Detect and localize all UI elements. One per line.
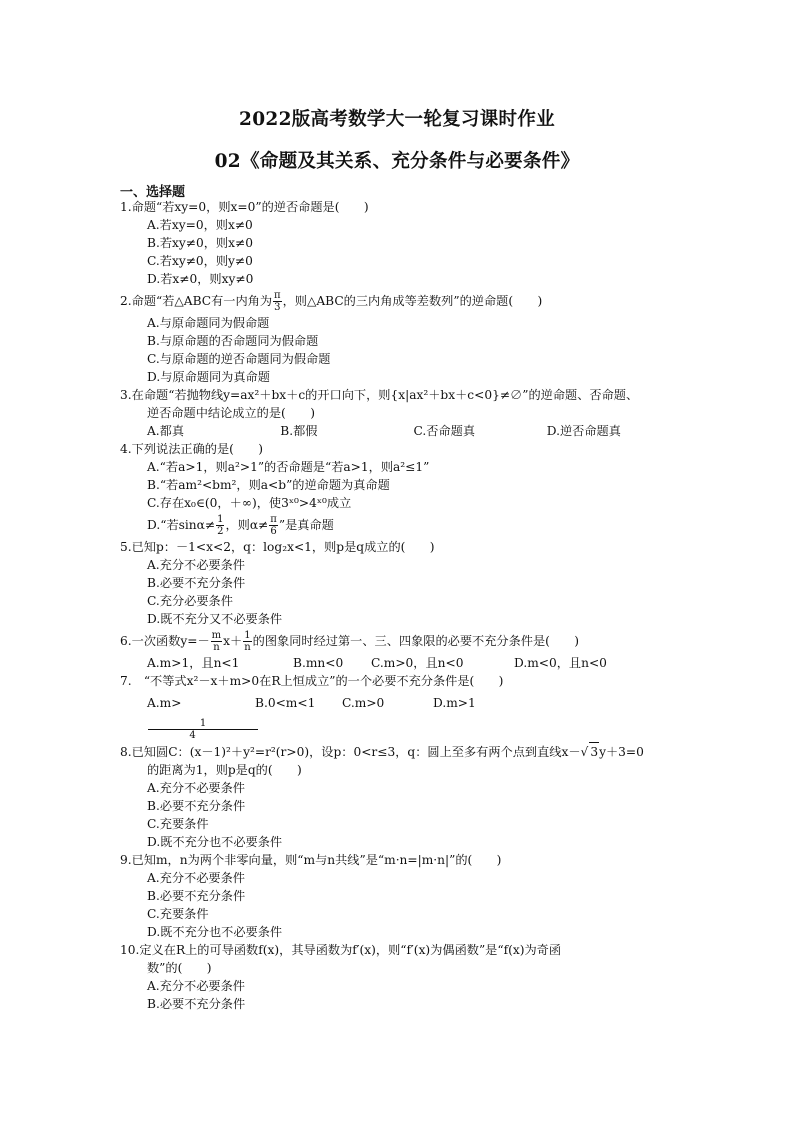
option-text: D.“若sinα≠ [147,518,216,532]
option-a: A.与原命题同为假命题 [147,316,270,330]
option-a: A.充分不必要条件 [147,979,245,993]
question-3 [120,386,680,440]
option-b: B.必要不充分条件 [147,997,246,1011]
option-a: A.都真 [147,424,185,438]
question-list [120,198,680,1013]
numerator: 1 [244,630,251,641]
question-stem: 7. “不等式x²－x＋m>0在R上恒成立”的一个必要不充分条件是( ) [120,674,504,688]
option-d: D.若x≠0，则xy≠0 [147,272,254,286]
stem-text: 的图象同时经过第一、三、四象限的必要不充分条件是( ) [252,634,580,648]
option-text: ，则α≠ [225,518,269,532]
option-b: B.与原命题的否命题同为假命题 [147,334,319,348]
stem-text: y＋3=0 [599,745,644,759]
stem-text: 8.已知圆C：(x－1)²＋y²=r²(r>0)，设p：0<r≤3，q：圆上至多有两个点到直线x－ [120,745,581,759]
denominator: 2 [217,526,224,537]
question-8 [120,742,680,851]
sqrt-symbol: √ [580,745,589,759]
option-d: D.既不充分也不必要条件 [147,835,283,849]
option-a: A.“若a>1，则a²>1”的否命题是“若a>1，则a²≤1” [147,460,430,474]
document-title: 2022版高考数学大一轮复习课时作业 [239,109,555,130]
option-c: C.充要条件 [147,817,209,831]
option-a: A.若xy=0，则x≠0 [147,218,253,232]
option-a: A.充分不必要条件 [147,558,245,572]
option-c: C.充要条件 [147,907,209,921]
option-b: B.必要不充分条件 [147,889,246,903]
option-c: C.m>0 [342,696,385,710]
question-6 [120,628,680,672]
fraction [148,718,235,741]
option-c: C.否命题真 [413,424,476,438]
question-stem: 4.下列说法正确的是( ) [120,442,264,456]
option-d: D.既不充分又不必要条件 [147,612,283,626]
sqrt-radicand: 3 [589,742,599,761]
question-stem [120,742,680,761]
option-d: D.与原命题同为真命题 [147,370,270,384]
section-heading: 一、选择题 [120,185,186,200]
option-a: A.充分不必要条件 [147,781,245,795]
option-a: A.m>1，且n<1 [147,656,240,670]
fraction [243,630,251,653]
question-stem-continued: 数”的( ) [147,961,212,975]
option-d: D.m<0，且n<0 [514,656,607,670]
option-c: C.若xy≠0，则y≠0 [147,254,253,268]
option-text: A.m> [147,696,182,710]
option-d [120,512,680,538]
numerator: 1 [148,718,258,730]
stem-text: ，则△ABC的三内角成等差数列”的逆命题( ) [282,294,543,308]
option-b: B.“若am²<bm²，则a<b”的逆命题为真命题 [147,478,390,492]
question-stem-continued: 的距离为1，则p是q的( ) [147,763,302,777]
denominator: 6 [270,526,277,537]
question-stem: 3.在命题“若抛物线y=ax²＋bx＋c的开口向下，则{x|ax²＋bx＋c<0}≠∅”的逆命题、否命题、 [120,388,639,402]
option-d: D.m>1 [433,696,476,710]
question-10 [120,941,680,1013]
document-subtitle: 02《命题及其关系、充分条件与必要条件》 [214,151,580,172]
question-stem: 10.定义在R上的可导函数f(x)，其导函数为f′(x)，则“f′(x)为偶函数”是“f(x)为奇函 [120,943,562,957]
stem-text: x＋ [223,634,243,648]
numerator: π [274,290,281,301]
option-b: B.mn<0 [293,656,344,670]
option-a [147,690,255,742]
question-1 [120,198,680,288]
question-2 [120,288,680,386]
option-d: D.既不充分也不必要条件 [147,925,283,939]
option-c: C.存在x₀∈(0，＋∞)，使3ˣ⁰>4ˣ⁰成立 [147,496,352,510]
option-text: ”是真命题 [278,518,334,532]
fraction [269,514,278,537]
option-b: B.必要不充分条件 [147,576,246,590]
denominator: 4 [189,730,196,741]
numerator: 1 [217,514,224,525]
question-7 [120,672,680,742]
question-stem: 9.已知m，n为两个非零向量，则“m与n共线”是“m·n=|m·n|”的( ) [120,853,502,867]
option-b: B.都假 [280,424,318,438]
question-5 [120,538,680,628]
option-row [120,654,680,672]
question-stem [120,628,680,654]
option-b: B.若xy≠0，则x≠0 [147,236,253,250]
option-b: B.0<m<1 [255,696,316,710]
denominator: 3 [274,302,281,313]
option-c: C.与原命题的逆否命题同为假命题 [147,352,331,366]
question-stem-continued: 逆否命题中结论成立的是( ) [147,406,315,420]
question-stem [120,288,680,314]
question-stem: 5.已知p：－1<x<2，q：log₂x<1，则p是q成立的( ) [120,540,435,554]
option-c: C.充分必要条件 [147,594,233,608]
fraction [273,290,282,313]
option-d: D.逆否命题真 [546,424,621,438]
numerator: π [270,514,277,525]
fraction [211,630,222,653]
option-a: A.充分不必要条件 [147,871,245,885]
denominator: n [244,642,251,653]
option-row [120,422,680,440]
stem-text: 6.一次函数y=－ [120,634,210,648]
question-4 [120,440,680,538]
stem-text: 2.命题“若△ABC有一内角为 [120,294,273,308]
option-c: C.m>0，且n<0 [371,656,464,670]
numerator: m [211,630,222,641]
question-9 [120,851,680,941]
option-row [120,690,680,742]
question-stem: 1.命题“若xy=0，则x=0”的逆否命题是( ) [120,200,369,214]
fraction [216,514,224,537]
denominator: n [213,642,220,653]
option-b: B.必要不充分条件 [147,799,246,813]
